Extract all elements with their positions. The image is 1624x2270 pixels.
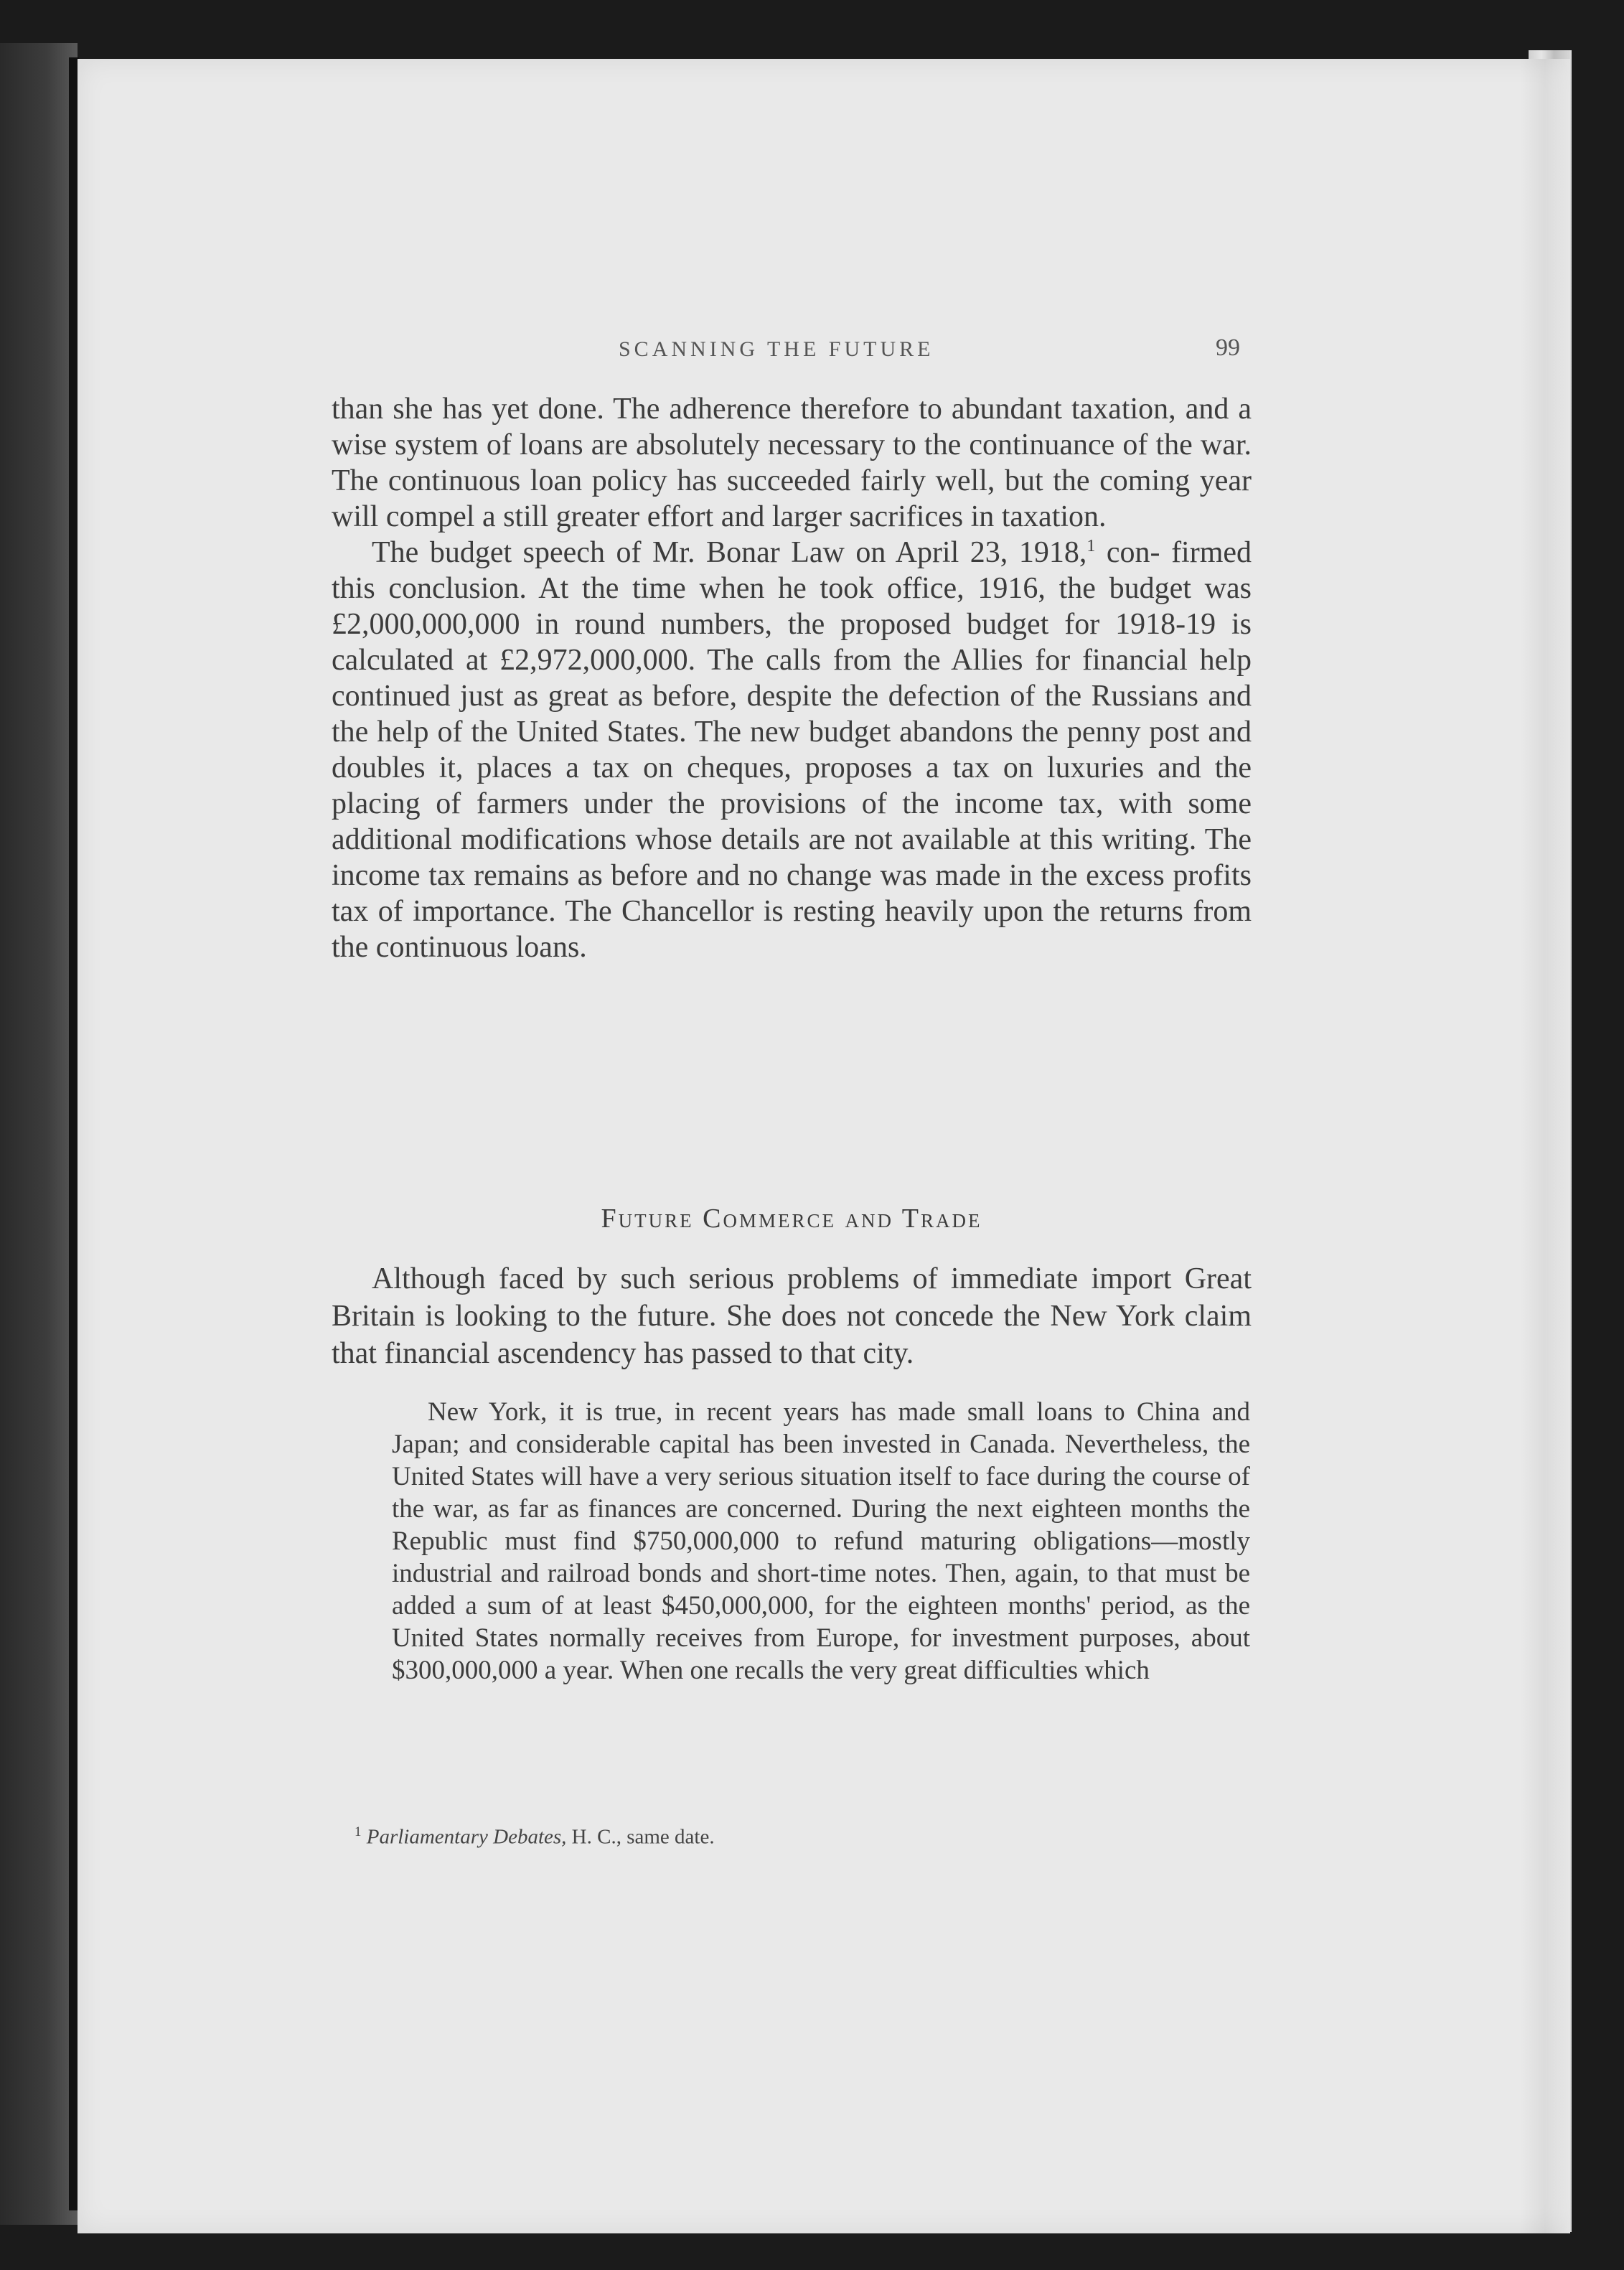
footnote-reference: 1 xyxy=(1086,537,1096,555)
running-head: SCANNING THE FUTURE xyxy=(619,337,934,361)
footnote-mark: 1 xyxy=(355,1824,362,1839)
page-number: 99 xyxy=(1216,334,1240,361)
footnote xyxy=(355,1824,715,1849)
paragraph: than she has yet done. The adherence therefore to abundant taxation, and a wise system of loans are absolutely necessary to the continuance of the war. The continuous loan policy has succeeded fairly well, but the coming year will compel a still greater effort and larger sacrifices in taxation. xyxy=(332,393,1252,533)
section-paragraph: Although faced by such serious problems of immediate import Great Britain is looking to the future. She does not concede the New York claim that financial ascendency has passed to that city. xyxy=(332,1262,1252,1370)
adjacent-page-edge xyxy=(0,43,78,2225)
block-quote: New York, it is true, in recent years has made small loans to China and Japan; and considerable capital has been invested in Canada. Nevertheless, the United States will have a very serious situation itself to face during the course of the war, as far as finances are concerned. During the next eighteen months the Republic must find $750,000,000 to refund maturing obligations—mostly industrial and railroad bonds and short-time notes. Then, again, to that must be added a sum of at least $450,000,000, for the eighteen months' period, as the United States normally receives from Europe, for investment purposes, about $300,000,000 a year. When one recalls the very great difficulties which xyxy=(392,1397,1250,1685)
body-text xyxy=(332,391,1252,965)
book-page xyxy=(78,59,1570,2233)
paragraph-lead-end: con- xyxy=(1095,536,1160,569)
footnote-detail: H. C., same date. xyxy=(566,1825,715,1849)
paragraph-lead: The budget speech of Mr. Bonar Law on April 23, 1918, xyxy=(372,536,1087,569)
paragraph xyxy=(332,535,1252,965)
paragraph-continuation: firmed this conclusion. At the time when he took office, 1916, the budget was £2,000,000,000 in round numbers, the proposed budget for 1918-19 is calculated at £2,972,000,000. The calls from the Allies for financial help continued just as great as before, despite the defection of the Russians and the help of the United States. The new budget abandons the penny post and doubles it, places a tax on cheques, proposes a tax on luxuries and the placing of farmers under the provisions of the income tax, with some additional modifications whose details are not available at this writing. The income tax remains as before and no change was made in the excess profits tax of importance. The Chancellor is resting heavily upon the returns from the continuous loans. xyxy=(332,536,1252,964)
footnote-source: Parliamentary Debates, xyxy=(366,1825,567,1849)
section-heading: Future Commerce and Trade xyxy=(601,1204,982,1234)
